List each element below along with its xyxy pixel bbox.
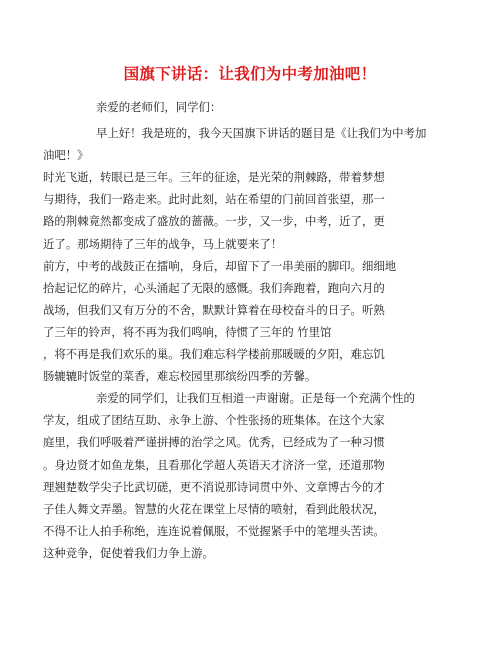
text-line: 与期待，我们一路走来。此时此刻，站在希望的门前回首张望，那一 xyxy=(43,192,385,207)
text-line: 战场，但我们又有万分的不舍，默默计算着在母校奋斗的日子。听熟 xyxy=(43,302,385,317)
text-line: 拾起记忆的碎片，心头涌起了无限的感慨。我们奔跑着，跑向六月的 xyxy=(43,280,385,295)
text-line: 理翘楚数学尖子比武切磋，更不消说那诗词贯中外、文章博古今的才 xyxy=(43,479,385,494)
text-line: 肠辘辘时饭堂的菜香，难忘校园里那缤纷四季的芳馨。 xyxy=(43,369,317,384)
text-line: 亲爱的老师们，同学们： xyxy=(96,100,222,114)
text-line: 子佳人舞文弄墨。智慧的火花在课堂上尽情的喷射，看到此般状况， xyxy=(43,501,385,516)
text-line: 早上好！我是班的，我今天国旗下讲话的题目是《让我们为中考加 xyxy=(96,126,427,141)
text-line: 时光飞逝，转眼已是三年。三年的征途，是光荣的荆棘路，带着梦想 xyxy=(43,170,385,185)
text-line: 。身边贤才如鱼龙集，且看那化学超人英语天才济济一堂，还道那物 xyxy=(43,457,385,472)
text-line: 前方，中考的战鼓正在擂响，身后，却留下了一串美丽的脚印。细细地 xyxy=(43,258,397,273)
text-line: 了三年的铃声，将不再为我们鸣响，待惯了三年的 竹里馆 xyxy=(43,324,332,339)
text-line: 学友，组成了团结互助、永争上游、个性张扬的班集体。在这个大家 xyxy=(43,413,385,428)
text-line: 近了。那场期待了三年的战争，马上就要来了！ xyxy=(43,236,283,251)
speech-body xyxy=(43,96,459,564)
text-line: 油吧！》 xyxy=(43,148,89,163)
text-line: 庭里，我们呼吸着严谨拼搏的治学之风。优秀，已经成为了一种习惯 xyxy=(43,435,385,450)
text-line: 亲爱的同学们，让我们互相道一声谢谢。正是每一个充满个性的 xyxy=(96,391,415,406)
text-line: 路的荆棘竟然都变成了盛放的蔷薇。一步，又一步，中考，近了，更 xyxy=(43,214,385,229)
text-line: ，将不再是我们欢乐的巢。我们难忘科学楼前那暖暖的夕阳，难忘饥 xyxy=(43,347,385,362)
text-line: 这种竞争，促使着我们力争上游。 xyxy=(43,545,214,560)
text-line: 不得不让人拍手称绝，连连说着佩服，不觉握紧手中的笔埋头苦读。 xyxy=(43,523,385,538)
page-title: 国旗下讲话：让我们为中考加油吧！ xyxy=(123,65,377,83)
